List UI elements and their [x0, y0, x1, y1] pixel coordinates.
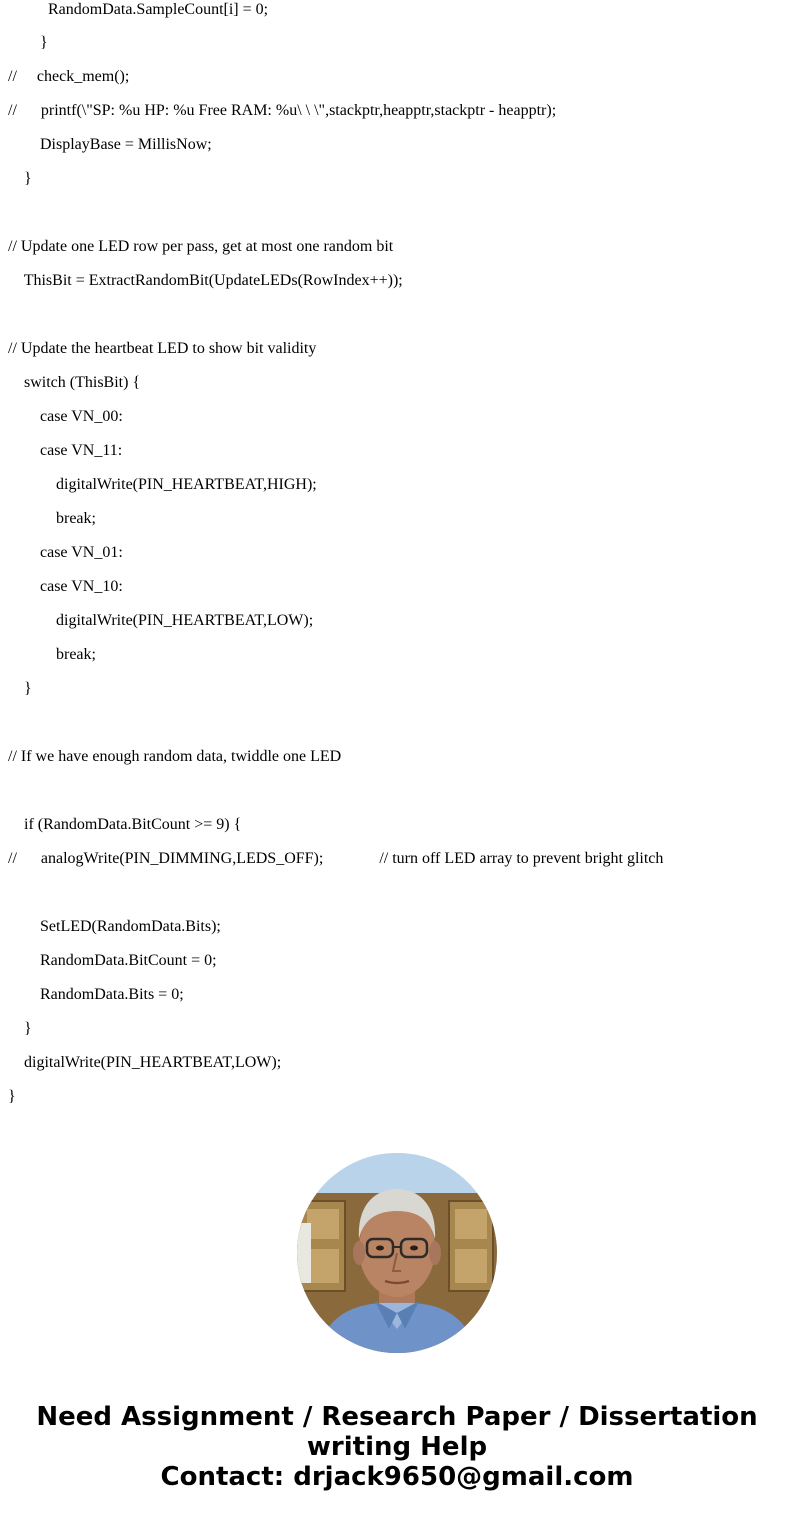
code-line: // printf(\"SP: %u HP: %u Free RAM: %u\ \ \",stackptr,heapptr,stackptr - heapptr); — [8, 102, 557, 119]
code-line: digitalWrite(PIN_HEARTBEAT,LOW); — [8, 1054, 282, 1071]
code-line: if (RandomData.BitCount >= 9) { — [8, 816, 242, 833]
author-photo — [297, 1153, 497, 1353]
code-line: // Update the heartbeat LED to show bit validity — [8, 340, 317, 357]
code-line: // Update one LED row per pass, get at most one random bit — [8, 238, 394, 255]
code-line: digitalWrite(PIN_HEARTBEAT,LOW); — [8, 612, 314, 629]
promo-line-2: writing Help — [306, 1432, 488, 1462]
code-line: } — [8, 680, 32, 697]
code-line: case VN_00: — [8, 408, 123, 425]
code-line: } — [8, 1088, 16, 1105]
code-line: RandomData.SampleCount[i] = 0; — [8, 1, 269, 18]
promo-line-1: Need Assignment / Research Paper / Dissertation — [36, 1402, 758, 1432]
code-line: SetLED(RandomData.Bits); — [8, 918, 221, 935]
code-line: } — [8, 34, 48, 51]
code-line: ThisBit = ExtractRandomBit(UpdateLEDs(RowIndex++)); — [8, 272, 403, 289]
code-line: case VN_10: — [8, 578, 123, 595]
code-line: case VN_01: — [8, 544, 123, 561]
code-line: // analogWrite(PIN_DIMMING,LEDS_OFF); // turn off LED array to prevent bright glitch — [8, 850, 664, 867]
code-line: break; — [8, 646, 96, 663]
code-line: RandomData.Bits = 0; — [8, 986, 184, 1003]
code-line: case VN_11: — [8, 442, 123, 459]
code-line: break; — [8, 510, 96, 527]
code-line: switch (ThisBit) { — [8, 374, 141, 391]
code-line: } — [8, 170, 32, 187]
promo-banner — [0, 1402, 794, 1492]
code-line: } — [8, 1020, 32, 1037]
code-line: // check_mem(); — [8, 68, 130, 85]
promo-contact-email: Contact: drjack9650@gmail.com — [160, 1462, 634, 1492]
code-line: // If we have enough random data, twiddle one LED — [8, 748, 342, 765]
person-portrait-icon — [297, 1153, 497, 1353]
code-line: digitalWrite(PIN_HEARTBEAT,HIGH); — [8, 476, 317, 493]
code-line: RandomData.BitCount = 0; — [8, 952, 217, 969]
code-line: DisplayBase = MillisNow; — [8, 136, 212, 153]
